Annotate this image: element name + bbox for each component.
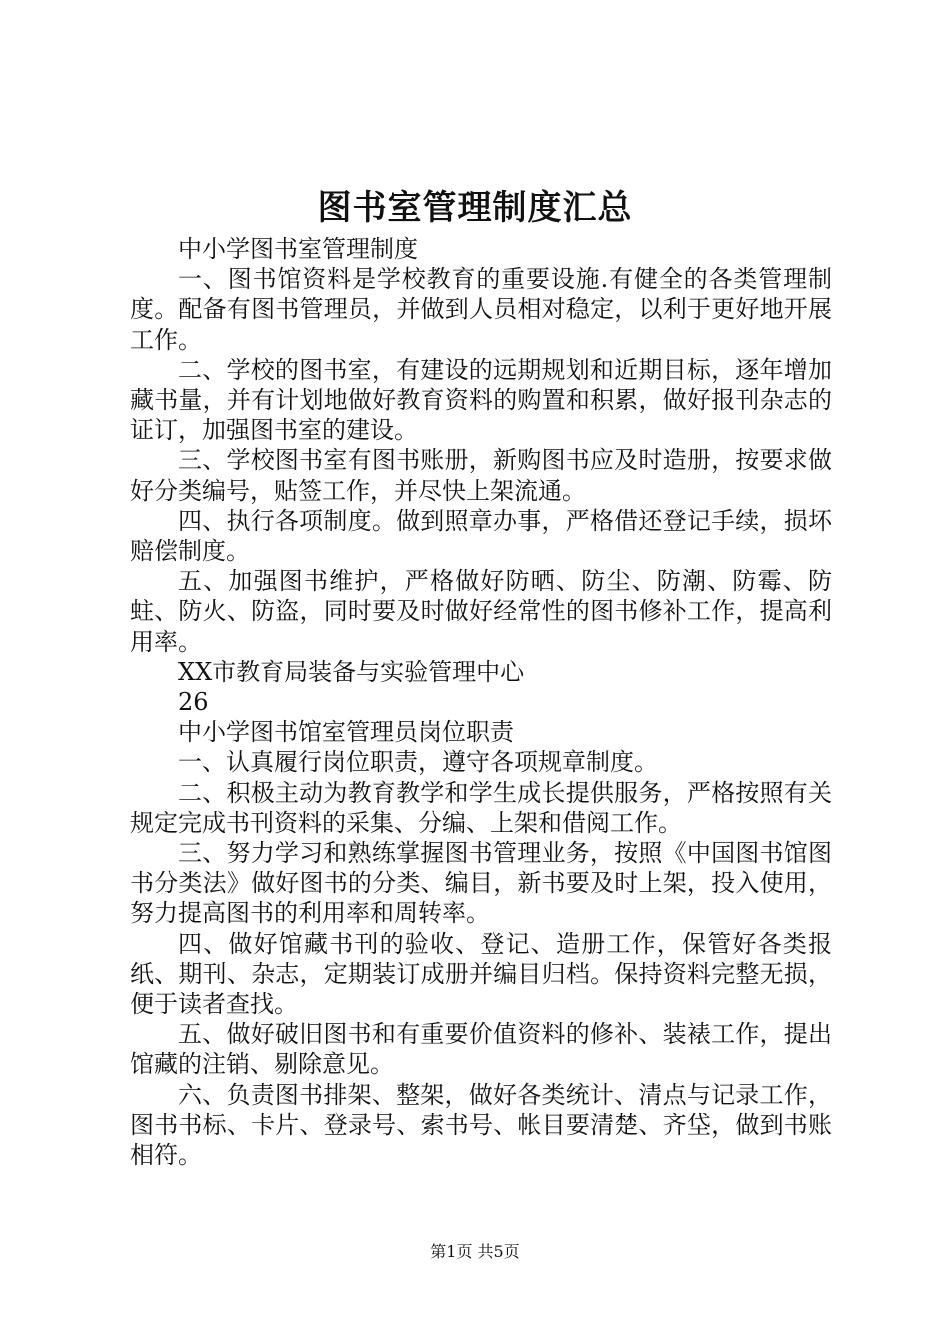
paragraph: 三、努力学习和熟练掌握图书管理业务，按照《中国图书馆图书分类法》做好图书的分类、编目，新书要及时上架，投入使用，努力提高图书的利用率和周转率。 [130, 839, 832, 928]
paragraph: 四、做好馆藏书刊的验收、登记、造册工作，保管好各类报纸、期刊、杂志，定期装订成册并编目归档。保持资料完整无损，便于读者查找。 [130, 929, 832, 1019]
document-title: 图书室管理制度汇总 [317, 188, 633, 228]
section-heading: 中小学图书馆室管理员岗位职责 [178, 718, 514, 747]
paragraph: 五、做好破旧图书和有重要价值资料的修补、装裱工作，提出馆藏的注销、剔除意见。 [130, 1020, 832, 1079]
section-heading: 中小学图书室管理制度 [178, 235, 418, 263]
paragraph: 五、加强图书维护，严格做好防晒、防尘、防潮、防霉、防蛀、防火、防盗，同时要及时做好经常性的图书修补工作，提高利用率。 [130, 567, 832, 656]
page-number-footer: 第1页 共5页 [430, 1242, 520, 1261]
paragraph: 四、执行各项制度。做到照章办事，严格借还登记手续，损坏赔偿制度。 [130, 506, 832, 566]
paragraph: 六、负责图书排架、整架，做好各类统计、清点与记录工作，图书书标、卡片、登录号、索书号、帐目要清楚、齐垈，做到书账相符。 [130, 1080, 832, 1170]
issuer-line: XX市教育局装备与实验管理中心 [178, 657, 525, 686]
paragraph: 二、积极主动为教育教学和学生成长提供服务，严格按照有关规定完成书刊资料的采集、分编、上架和借阅工作。 [130, 778, 832, 837]
document-body [130, 234, 832, 1170]
number-line: 26 [178, 688, 209, 717]
paragraph: 三、学校图书室有图书账册，新购图书应及时造册，按要求做好分类编号，贴签工作，并尽快上架流通。 [130, 446, 832, 505]
paragraph: 二、学校的图书室，有建设的远期规划和近期目标，逐年增加藏书量，并有计划地做好教育资料的购置和积累，做好报刊杂志的证订，加强图书室的建设。 [130, 355, 832, 445]
paragraph: 一、图书馆资料是学校教育的重要设施.有健全的各类管理制度。配备有图书管理员，并做到人员相对稳定，以利于更好地开展工作。 [130, 265, 832, 354]
paragraph: 一、认真履行岗位职责，遵守各项规章制度。 [178, 748, 658, 777]
